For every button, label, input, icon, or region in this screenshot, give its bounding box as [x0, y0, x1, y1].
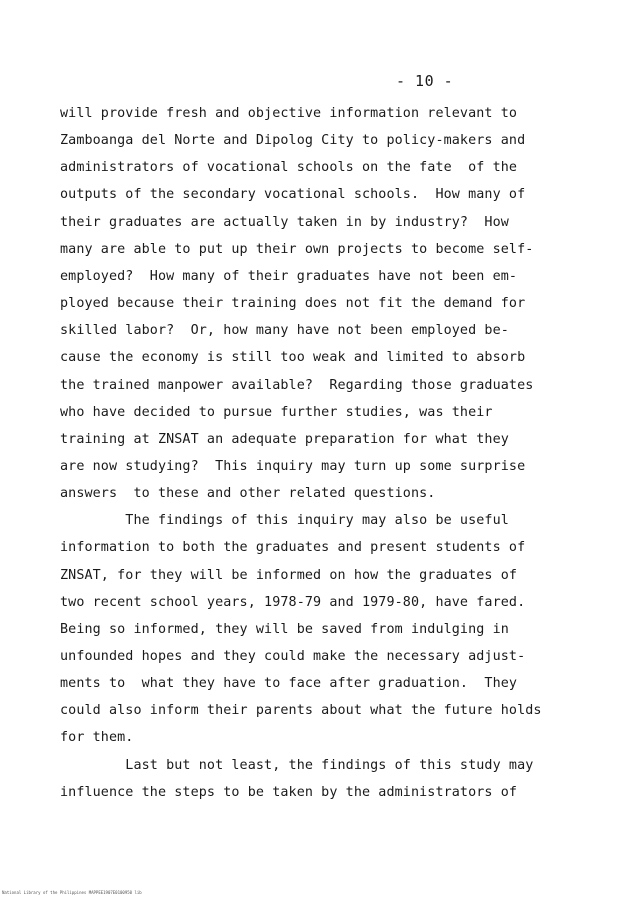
text-line: could also inform their parents about what the future holds: [60, 703, 542, 719]
text-line: outputs of the secondary vocational schools. How many of: [60, 187, 526, 203]
footer-stamp: National Library of the Philippines MAPPEE1907E0100950 lib: [2, 890, 142, 895]
text-line: training at ZNSAT an adequate preparation for what they: [60, 431, 509, 447]
text-line: two recent school years, 1978-79 and 1979-80, have fared.: [60, 594, 526, 610]
text-line: administrators of vocational schools on the fate of the: [60, 160, 518, 176]
text-line: employed? How many of their graduates have not been em-: [60, 268, 518, 284]
text-line: The findings of this inquiry may also be useful: [60, 513, 509, 529]
text-line: are now studying? This inquiry may turn up some surprise: [60, 458, 526, 474]
text-line: ZNSAT, for they will be informed on how the graduates of: [60, 567, 518, 583]
text-line: many are able to put up their own projects to become self-: [60, 241, 534, 257]
text-line: influence the steps to be taken by the administrators of: [60, 784, 518, 800]
text-line: for them.: [60, 730, 134, 746]
text-line: answers to these and other related questions.: [60, 486, 436, 502]
text-line: their graduates are actually taken in by industry? How: [60, 214, 509, 230]
page-number: - 10 -: [396, 72, 454, 90]
text-line: will provide fresh and objective information relevant to: [60, 106, 518, 121]
text-line: who have decided to pursue further studies, was their: [60, 404, 493, 420]
text-line: information to both the graduates and present students of: [60, 540, 526, 556]
text-line: ments to what they have to face after graduation. They: [60, 676, 518, 692]
text-line: the trained manpower available? Regarding those graduates: [60, 377, 534, 393]
text-line: Being so informed, they will be saved from indulging in: [60, 621, 509, 637]
text-line: Zamboanga del Norte and Dipolog City to policy-makers and: [60, 133, 526, 149]
text-line: Last but not least, the findings of this study may: [60, 757, 534, 773]
text-line: unfounded hopes and they could make the necessary adjust-: [60, 649, 526, 664]
text-line: cause the economy is still too weak and limited to absorb: [60, 350, 526, 366]
text-line: ployed because their training does not fit the demand for: [60, 296, 526, 312]
text-line: skilled labor? Or, how many have not been employed be-: [60, 323, 509, 339]
